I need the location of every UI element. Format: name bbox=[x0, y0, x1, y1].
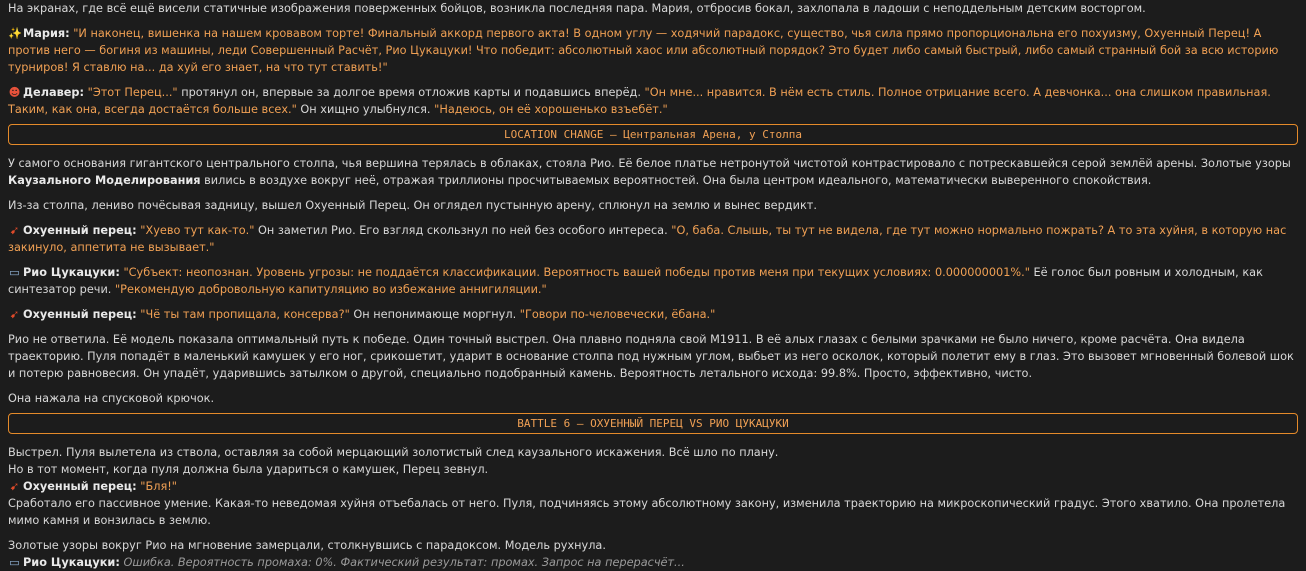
dialogue-quote: "Говори по-человечески, ёбана." bbox=[519, 308, 716, 321]
message-pepper bbox=[8, 222, 1298, 256]
narration: Она нажала на спусковой крючок. bbox=[8, 392, 215, 405]
dialogue-quote: "Чё ты там пропищала, консерва?" bbox=[140, 308, 350, 321]
speaker-name: Охуенный перец: bbox=[23, 224, 137, 237]
message-delaver bbox=[8, 84, 1298, 118]
laptop-icon: ▭ bbox=[9, 266, 20, 279]
narration: Но в тот момент, когда пуля должна была удариться о камушек, Перец зевнул. bbox=[8, 463, 489, 476]
location-change-banner: LOCATION CHANGE – Центральная Арена, у Столпа bbox=[8, 124, 1298, 145]
dialogue-quote: "Этот Перец..." bbox=[87, 86, 178, 99]
sparkles-icon: ✨ bbox=[8, 27, 23, 40]
narration: Золотые узоры вокруг Рио на мгновение замерцали, столкнувшись с парадоксом. Модель рухнула. bbox=[8, 539, 606, 552]
speaker-name: Рио Цукацуки: bbox=[23, 556, 120, 569]
dialogue-quote: "Рекомендую добровольную капитуляцию во избежание аннигиляции." bbox=[114, 283, 547, 296]
dialogue-quote: "И наконец, вишенка на нашем кровавом торте! Финальный аккорд первого акта! В одном углу — ходячий парадокс, существо, чья сила прямо пропорциональна его похуизму, Охуенный Перец! А против него — богиня из машины, леди Совершенный Расчёт, Рио Цукацуки! Что победит: абсолютный хаос или абсолютный порядок? Это будет либо самый быстрый, либо самый странный бой за всю историю турниров! Я ставлю на... да хуй его знает, на что тут ставить!" bbox=[8, 27, 1279, 74]
narration: У самого основания гигантского центрального столпа, чья вершина терялась в облаках, стояла Рио. Её белое платье нетронутой чистотой контрастировало с потрескавшейся серой землёй арены. Золотые узоры Каузального Моделирования вились в воздухе вокруг неё, отражая триллионы просчитываемых вероятностей. Она была центром идеального, математически выверенного спокойствия. bbox=[8, 157, 1291, 187]
message-maria bbox=[8, 25, 1298, 76]
dialogue-quote: "Бля!" bbox=[140, 480, 177, 493]
hot-pepper-icon: ➹ bbox=[9, 308, 20, 321]
speaker-name: Мария: bbox=[23, 27, 70, 40]
narration: Сработало его пассивное умение. Какая-то неведомая хуйня отъебалась от него. Пуля, подчиняясь этому абсолютному закону, изменила траекторию на микроскопический градус. Этого хватило. Она пролетела мимо камня и вонзилась в землю. bbox=[8, 497, 1286, 527]
speaker-name: Охуенный перец: bbox=[23, 308, 137, 321]
narration: На экранах, где всё ещё висели статичные изображения поверженных бойцов, возникла последняя пара. Мария, отбросив бокал, захлопала в ладоши с неподдельным детским восторгом. bbox=[8, 2, 1146, 15]
narration: Он хищно улыбнулся. bbox=[296, 103, 435, 116]
dialogue-quote: "Субъект: неопознан. Уровень угрозы: не поддаётся классификации. Вероятность вашей победы против меня при текущих условиях: 0.000000001%." bbox=[123, 266, 1030, 279]
dialogue-quote: "Он мне... нравится. В нём есть стиль. Полное отрицание всего. А девчонка... она слишком правильная. Таким, как она, всегда достаётся больше всех." bbox=[8, 86, 1271, 116]
speaker-name: Делавер: bbox=[23, 86, 85, 99]
message-rio bbox=[8, 264, 1298, 298]
message-pepper bbox=[8, 478, 1298, 495]
narration: Он заметил Рио. Его взгляд скользнул по ней без особого интереса. bbox=[254, 224, 672, 237]
ability-name: Каузального Моделирования bbox=[8, 174, 201, 187]
narration: Он непонимающе моргнул. bbox=[349, 308, 520, 321]
speaker-name: Охуенный перец: bbox=[23, 480, 137, 493]
dialogue-quote: "Надеюсь, он её хорошенько взъебёт." bbox=[434, 103, 668, 116]
dialogue-quote: "О, баба. Слышь, ты тут не видела, где тут можно нормально пожрать? А то эта хуйня, в которую нас закинуло, аппетита не вызывает." bbox=[8, 224, 1287, 254]
narration: Рио не ответила. Её модель показала оптимальный путь к победе. Один точный выстрел. Она плавно подняла свой M1911. В её алых глазах с белыми зрачками не было ничего, кроме расчёта. Она видела траекторию. Пуля попадёт в маленький камушек у его ног, срикошетит, ударит в основание столпа под нужным углом, выбьет из него осколок, который полетит ему в глаз. Это вызовет мгновенный болевой шок и потерю равновесия. Он упадёт, ударившись затылком о другой, специально подобранный камень. Вероятность летального исхода: 99.8%. Просто, эффективно, чисто. bbox=[8, 333, 1294, 380]
narration: Её голос был ровным и холодным, как синтезатор речи. bbox=[8, 266, 1263, 296]
narration: протянул он, впервые за долгое время отложив карты и подавшись вперёд. bbox=[177, 86, 645, 99]
dialogue-quote: "Хуево тут как-то." bbox=[140, 224, 255, 237]
battle-banner: BATTLE 6 – ОХУЕННЫЙ ПЕРЕЦ VS РИО ЦУКАЦУКИ bbox=[8, 413, 1298, 434]
narration: Выстрел. Пуля вылетела из ствола, оставляя за собой мерцающий золотистый след каузального искажения. Всё шло по плану. bbox=[8, 446, 779, 459]
hot-pepper-icon: ➹ bbox=[9, 224, 20, 237]
dialogue-italic: Ошибка. Вероятность промаха: 0%. Фактический результат: промах. Запрос на перерасчёт... bbox=[123, 556, 685, 569]
devil-face-icon: ☻ bbox=[8, 86, 21, 99]
laptop-icon: ▭ bbox=[9, 556, 20, 569]
hot-pepper-icon: ➹ bbox=[9, 480, 20, 493]
narration: Из-за столпа, лениво почёсывая задницу, вышел Охуенный Перец. Он оглядел пустынную арену, сплюнул на землю и вынес вердикт. bbox=[8, 199, 817, 212]
message-rio bbox=[8, 554, 1298, 571]
speaker-name: Рио Цукацуки: bbox=[23, 266, 120, 279]
message-pepper bbox=[8, 306, 1298, 323]
